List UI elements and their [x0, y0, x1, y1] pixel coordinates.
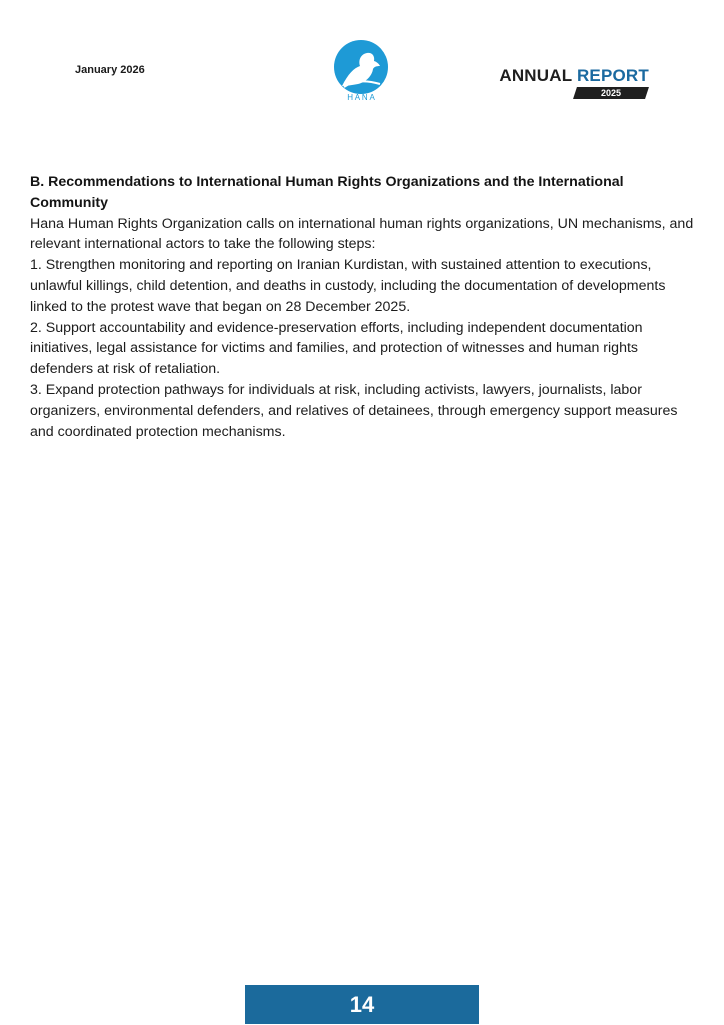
section-heading: B. Recommendations to International Human Rights Organizations and the International Community	[30, 174, 624, 211]
recommendation-item: 3. Expand protection pathways for individuals at risk, including activists, lawyers, journalists, labor organizers, environmental defenders, and relatives of detainees, through emergency support measures and coordinated protection mechanisms.	[30, 381, 678, 440]
report-year: 2025	[600, 88, 622, 98]
annual-report-mark	[497, 66, 653, 102]
recommendation-item: 2. Support accountability and evidence-preservation efforts, including independent documentation initiatives, legal assistance for victims and families, and protection of witnesses and human rights defenders at risk of retaliation.	[30, 319, 643, 378]
report-year-badge	[573, 87, 649, 99]
dove-icon	[330, 40, 392, 102]
report-title	[499, 66, 649, 86]
hana-logo	[330, 40, 392, 102]
report-word-report: REPORT	[576, 66, 649, 85]
header-date: January 2026	[75, 64, 145, 76]
report-word-annual: ANNUAL	[499, 66, 573, 85]
recommendation-item: 1. Strengthen monitoring and reporting on Iranian Kurdistan, with sustained attention to executions, unlawful killings, child detention, and deaths in custody, including the documentation of developments linked to the protest wave that began on 28 December 2025.	[30, 257, 666, 315]
section-intro: Hana Human Rights Organization calls on international human rights organizations, UN mechanisms, and relevant international actors to take the following steps:	[30, 215, 694, 253]
recommendations-section	[30, 172, 698, 442]
page-number: 14	[245, 985, 479, 1024]
logo-text: H A N A	[347, 93, 375, 102]
